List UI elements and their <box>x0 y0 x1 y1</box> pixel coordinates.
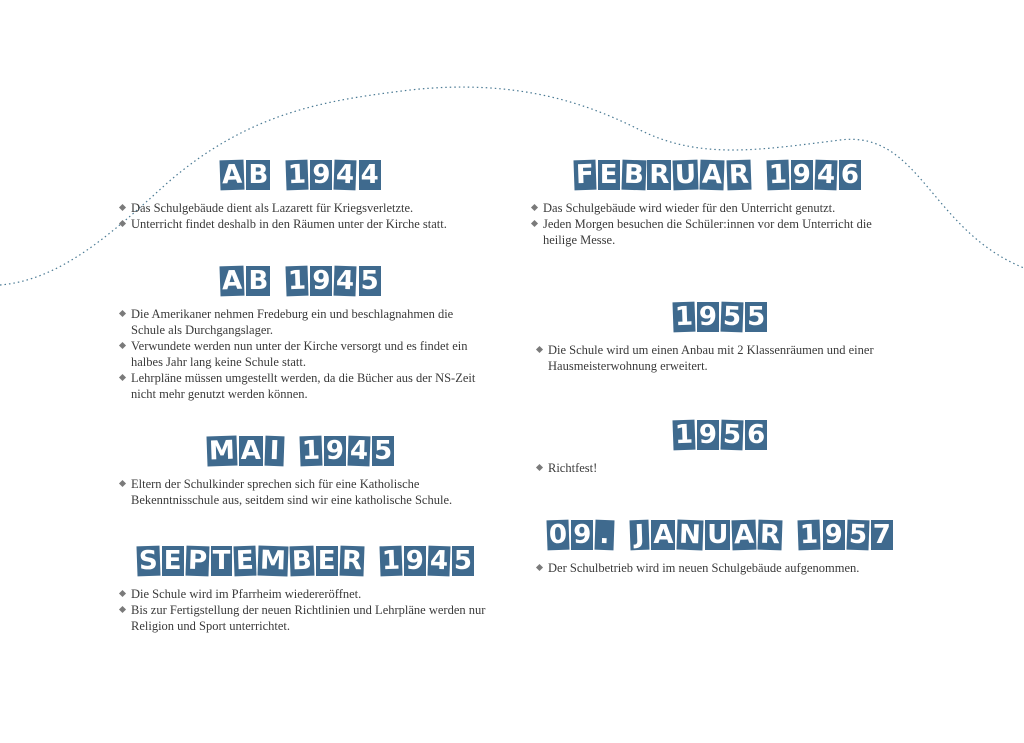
list-item: Unterricht findet deshalb in den Räumen unter der Kirche statt. <box>118 216 483 232</box>
heading-letter-tile: 6 <box>747 420 766 450</box>
heading-letter-tile: R <box>341 545 363 577</box>
heading-letter-tile: 5 <box>848 519 868 551</box>
heading-letter-tile: 9 <box>312 266 331 296</box>
heading-letter-tile: N <box>678 519 702 551</box>
list-item: Richtfest! <box>535 460 905 476</box>
heading-word <box>673 302 767 332</box>
heading-word <box>286 160 380 190</box>
bullet-list <box>118 476 483 508</box>
list-item: Das Schulgebäude dient als Lazarett für Kriegsverletzte. <box>118 200 483 216</box>
bullet-list <box>535 560 905 576</box>
section-heading <box>535 302 905 332</box>
heading-letter-tile: 4 <box>349 435 369 467</box>
heading-letter-tile: 1 <box>287 159 307 191</box>
heading-letter-tile: 6 <box>840 160 860 190</box>
heading-letter-tile: 5 <box>722 419 742 451</box>
heading-letter-tile: 5 <box>453 546 472 576</box>
list-item: Die Schule wird um einen Anbau mit 2 Klassenräumen und einer Hausmeisterwohnung erweitert. <box>535 342 905 374</box>
heading-letter-tile: E <box>317 546 336 576</box>
heading-letter-tile: 0 <box>548 519 568 551</box>
heading-letter-tile: 1 <box>287 265 307 297</box>
list-item: Eltern der Schulkinder sprechen sich für eine Katholische Bekenntnisschule aus, seitdem sind wir eine katholische Schule. <box>118 476 483 508</box>
heading-word <box>630 520 782 550</box>
heading-word <box>286 266 380 296</box>
heading-letter-tile: 4 <box>816 159 836 191</box>
heading-letter-tile: F <box>575 159 595 191</box>
section-heading <box>118 160 483 190</box>
heading-letter-tile: U <box>674 159 698 191</box>
heading-word <box>137 546 364 576</box>
list-item: Jeden Morgen besuchen die Schüler:innen vor dem Unterricht die heilige Messe. <box>530 216 905 248</box>
heading-letter-tile: M <box>259 545 287 577</box>
heading-word <box>547 520 614 550</box>
heading-letter-tile: B <box>248 266 269 296</box>
bullet-list <box>118 306 483 402</box>
heading-word <box>673 420 767 450</box>
heading-letter-tile: 5 <box>360 266 379 296</box>
section-heading <box>535 520 905 550</box>
heading-letter-tile: A <box>653 520 674 550</box>
list-item: Lehrpläne müssen umgestellt werden, da die Bücher aus der NS-Zeit nicht mehr genutzt werden können. <box>118 370 483 402</box>
heading-word <box>300 436 394 466</box>
heading-letter-tile: 7 <box>872 520 891 550</box>
heading-letter-tile: 4 <box>335 265 356 297</box>
heading-word <box>380 546 474 576</box>
bullet-list <box>530 200 905 248</box>
timeline-section-1956 <box>535 420 905 476</box>
heading-letter-tile: 5 <box>722 301 742 333</box>
heading-letter-tile: E <box>599 160 618 190</box>
list-item: Verwundete werden nun unter der Kirche versorgt und es findet ein halbes Jahr lang keine Schule statt. <box>118 338 483 370</box>
section-heading <box>530 160 905 190</box>
section-heading <box>118 436 483 466</box>
heading-word <box>220 266 270 296</box>
timeline-section-ab-1944 <box>118 160 483 232</box>
heading-word <box>798 520 892 550</box>
heading-word <box>767 160 861 190</box>
section-heading <box>118 546 493 576</box>
heading-letter-tile: E <box>235 545 255 577</box>
heading-word <box>220 160 270 190</box>
heading-letter-tile: 9 <box>312 160 331 190</box>
bullet-list <box>535 342 905 374</box>
heading-letter-tile: E <box>163 546 182 576</box>
heading-letter-tile: 1 <box>381 545 401 577</box>
timeline-section-mai-1945 <box>118 436 483 508</box>
heading-letter-tile: 5 <box>747 302 766 332</box>
heading-letter-tile: A <box>221 265 243 297</box>
timeline-section-1955 <box>535 302 905 374</box>
heading-letter-tile: 4 <box>335 159 356 191</box>
heading-letter-tile: B <box>291 545 313 577</box>
list-item: Bis zur Fertigstellung der neuen Richtlinien und Lehrpläne werden nur Religion und Sport unterrichtet. <box>118 602 493 634</box>
bullet-list <box>535 460 905 476</box>
bullet-list <box>118 200 483 232</box>
timeline-section-09-januar-1957 <box>535 520 905 576</box>
heading-letter-tile: A <box>221 159 243 191</box>
heading-letter-tile: B <box>248 160 269 190</box>
heading-letter-tile: A <box>701 159 724 191</box>
heading-letter-tile: 1 <box>799 519 820 551</box>
heading-letter-tile: 9 <box>325 436 344 466</box>
heading-letter-tile: R <box>759 519 782 551</box>
heading-letter-tile: 9 <box>792 160 811 190</box>
heading-letter-tile: I <box>264 436 284 467</box>
timeline-section-februar-1946 <box>530 160 905 248</box>
heading-letter-tile: 9 <box>698 420 717 450</box>
heading-letter-tile: R <box>728 159 750 191</box>
heading-letter-tile: S <box>138 545 159 577</box>
section-heading <box>535 420 905 450</box>
timeline-section-september-1945 <box>118 546 493 634</box>
heading-letter-tile: 4 <box>360 160 379 190</box>
heading-letter-tile: 4 <box>429 545 449 577</box>
heading-letter-tile: J <box>630 520 650 551</box>
heading-letter-tile: 9 <box>824 520 843 550</box>
heading-letter-tile: A <box>240 436 261 466</box>
list-item: Das Schulgebäude wird wieder für den Unterricht genutzt. <box>530 200 905 216</box>
list-item: Der Schulbetrieb wird im neuen Schulgebäude aufgenommen. <box>535 560 905 576</box>
heading-letter-tile: 5 <box>374 436 393 466</box>
heading-letter-tile: A <box>733 519 755 551</box>
heading-letter-tile: 9 <box>698 302 717 332</box>
heading-word <box>207 436 284 466</box>
section-heading <box>118 266 483 296</box>
heading-letter-tile: 1 <box>674 419 694 451</box>
list-item: Die Schule wird im Pfarrheim wiedereröffnet. <box>118 586 493 602</box>
heading-letter-tile: P <box>186 545 208 577</box>
heading-letter-tile: U <box>707 520 729 550</box>
heading-letter-tile: 1 <box>768 159 788 191</box>
heading-letter-tile: 1 <box>674 301 694 333</box>
heading-letter-tile: T <box>212 546 231 576</box>
heading-letter-tile: R <box>649 160 670 190</box>
heading-letter-tile: 9 <box>573 520 592 550</box>
heading-word <box>574 160 751 190</box>
heading-letter-tile: 9 <box>405 546 424 576</box>
heading-letter-tile: B <box>622 159 644 191</box>
heading-letter-tile: . <box>595 520 615 551</box>
decorative-dotted-wave <box>0 0 1024 300</box>
heading-letter-tile: M <box>208 435 236 467</box>
timeline-section-ab-1945 <box>118 266 483 402</box>
bullet-list <box>118 586 493 634</box>
heading-letter-tile: 1 <box>301 435 321 467</box>
list-item: Die Amerikaner nehmen Fredeburg ein und beschlagnahmen die Schule als Durchgangslager. <box>118 306 483 338</box>
